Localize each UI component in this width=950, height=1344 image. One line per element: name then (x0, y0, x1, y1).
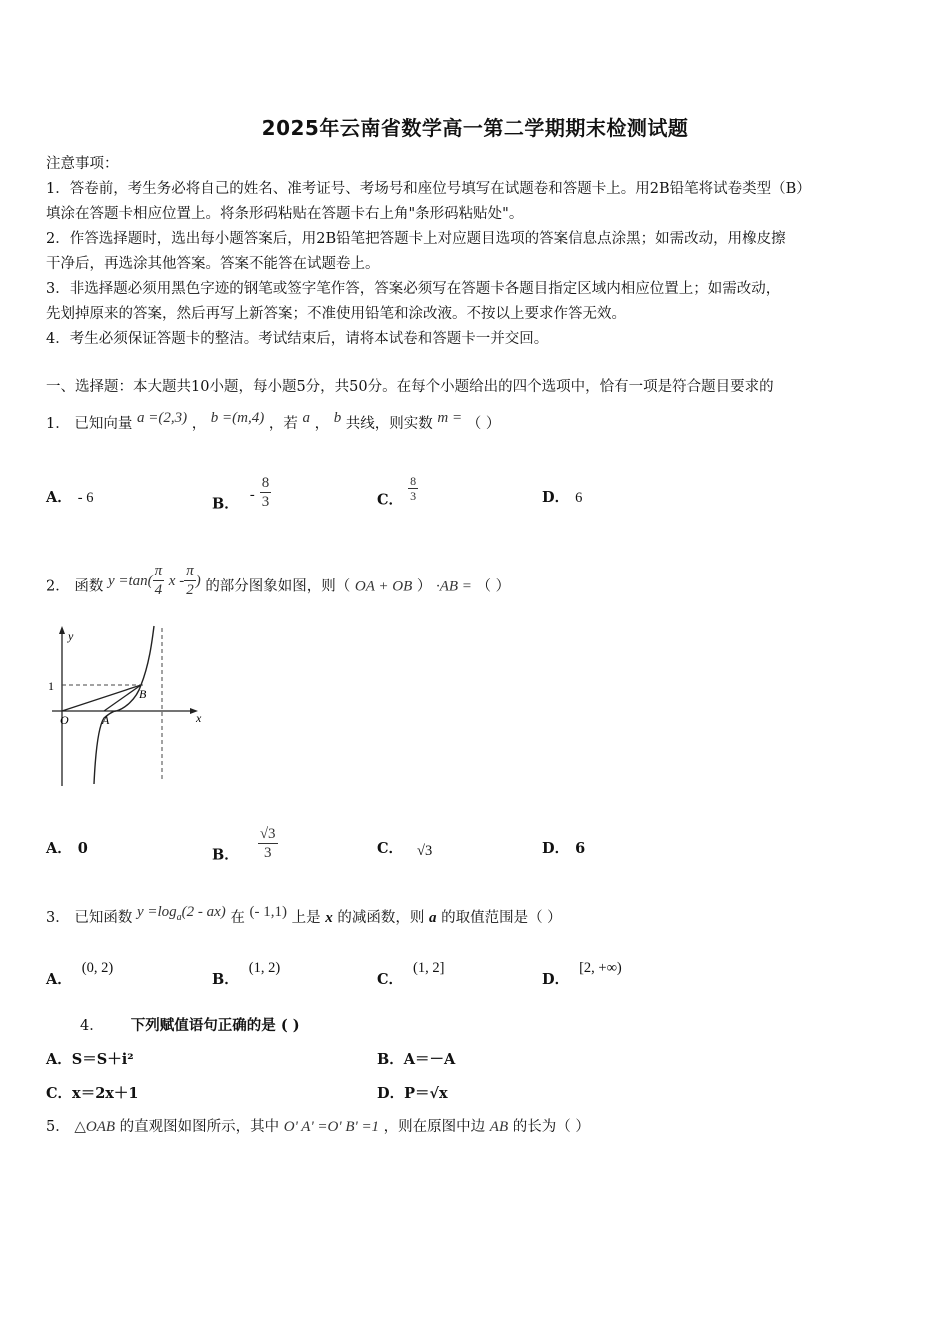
fraction-denominator: 2 (186, 582, 194, 598)
notice-line: 1．答卷前，考生务必将自己的姓名、准考证号、考场号和座位号填写在试题卷和答题卡上。用2B铅笔将试卷类型（B） (46, 181, 811, 197)
question-5 (46, 1115, 590, 1136)
label-o: O (60, 713, 69, 727)
question-text: 的长为（ ） (512, 1119, 590, 1135)
question-text: 的减函数，则 (337, 910, 425, 926)
q3-option-b[interactable] (212, 960, 281, 989)
option-label: C． (377, 491, 404, 509)
option-value: P＝√x (404, 1085, 448, 1102)
notice-line: 先划掉原来的答案，然后再写上新答案；不准使用铅笔和涂改液。不按以上要求作答无效。 (46, 306, 626, 322)
fraction-denominator: 4 (154, 582, 163, 598)
label-x: x (196, 711, 202, 725)
math-expr: x (325, 910, 333, 926)
math-expr: y =tan( (107, 572, 153, 589)
math-expr: a (428, 910, 437, 926)
fraction-numerator: √3 (259, 826, 276, 842)
notice-line: 2．作答选择题时，选出每小题答案后，用2B铅笔把答题卡上对应题目选项的答案信息点涂黑；如需改动，用橡皮擦 (46, 231, 786, 247)
question-text: （ ） (466, 416, 501, 432)
option-label: C． (377, 971, 404, 988)
math-expr: a (302, 410, 310, 426)
option-value: √3 (417, 843, 433, 859)
question-number: 2． (46, 578, 70, 595)
fraction-denominator: 3 (261, 494, 270, 510)
option-value: [2, +∞) (579, 960, 622, 976)
question-text: 在 (230, 910, 245, 926)
tan-curve (94, 626, 154, 784)
notice-line: 4．考生必须保证答题卡的整洁。考试结束后，请将本试卷和答题卡一并交回。 (46, 331, 549, 347)
math-log-base: a (176, 912, 182, 923)
math-expr: AB (489, 1119, 509, 1135)
math-expr: b (333, 410, 342, 426)
option-label: D． (542, 840, 570, 857)
option-value: x＝2x＋1 (72, 1085, 139, 1102)
section-heading: 一、选择题：本大题共10小题，每小题5分，共50分。在每个小题给出的四个选项中，恰有一项是符合题目要求的 (46, 379, 774, 395)
question-text: 已知向量 (74, 416, 133, 432)
option-label: B． (212, 971, 239, 988)
segment-ob (62, 685, 141, 711)
q2-option-d[interactable] (542, 837, 585, 858)
option-label: A． (46, 971, 72, 988)
q1-option-b[interactable] (212, 475, 271, 523)
option-label: B． (377, 1051, 404, 1068)
math-expr: a =(2,3) (136, 410, 188, 426)
question-number: 4． (80, 1018, 104, 1034)
question-4 (80, 1014, 300, 1035)
page-title: 2025年云南省数学高一第二学期期末检测试题 (261, 116, 689, 140)
q4-option-b[interactable] (377, 1048, 455, 1069)
fraction-denominator: 3 (410, 489, 417, 503)
option-fraction (408, 474, 418, 503)
tangent-graph (44, 620, 214, 790)
option-label: A． (46, 489, 72, 506)
option-value: 0 (77, 840, 88, 857)
math-expr: OA + OB (354, 578, 413, 595)
question-text: 的取值范围是（ ） (441, 910, 562, 926)
q1-option-c[interactable] (377, 474, 418, 515)
q4-option-a[interactable] (46, 1048, 134, 1069)
math-expr: m = (437, 410, 463, 426)
label-a: A (102, 713, 110, 727)
math-log: y =log (136, 904, 177, 920)
question-text: 已知函数 (74, 910, 133, 926)
option-label: B． (212, 495, 239, 513)
math-fraction (184, 562, 196, 599)
q3-option-a[interactable] (46, 960, 114, 989)
option-value: 6 (575, 840, 586, 857)
question-2 (46, 563, 511, 605)
question-text: （ ） (476, 578, 511, 595)
option-label: A． (46, 840, 72, 857)
segment-ab (104, 685, 141, 711)
option-label: A． (46, 1051, 72, 1068)
label-one: 1 (48, 679, 54, 693)
option-sign: - (249, 486, 255, 503)
option-label: D． (542, 971, 570, 988)
q4-option-d[interactable] (377, 1082, 448, 1103)
math-fraction (153, 562, 165, 599)
option-fraction (258, 825, 278, 862)
question-text: 的部分图象如图，则（ (205, 578, 351, 595)
question-text: ， (314, 416, 330, 432)
question-text: ，若 (268, 416, 298, 432)
notice-block (46, 152, 906, 352)
question-text: 下列赋值语句正确的是 ( ) (130, 1017, 300, 1034)
fraction-numerator: π (154, 563, 163, 579)
question-number: 1． (46, 416, 70, 432)
question-1 (46, 412, 500, 433)
notice-heading: 注意事项： (46, 156, 119, 172)
option-value: (1, 2) (248, 960, 281, 976)
question-text: ，则在原图中边 (383, 1119, 486, 1135)
y-axis-arrow (59, 626, 65, 634)
question-text: 函数 (74, 578, 104, 595)
notice-line: 干净后，再选涂其他答案。答案不能答在试题卷上。 (46, 256, 380, 272)
question-text: 的直观图如图所示，其中 (119, 1119, 280, 1135)
q3-option-d[interactable] (542, 960, 622, 989)
question-number: 5． (46, 1119, 70, 1135)
q2-option-c[interactable] (377, 837, 432, 858)
math-expr: (- 1,1) (249, 904, 288, 920)
math-expr: O' A' =O' B' =1 (283, 1119, 380, 1135)
option-label: D． (377, 1085, 405, 1102)
q4-option-c[interactable] (46, 1082, 139, 1103)
option-label: C． (377, 840, 404, 857)
option-value: (1, 2] (413, 960, 445, 976)
option-label: C． (46, 1085, 73, 1102)
math-expr: ) (195, 572, 201, 589)
math-log-arg: (2 - ax) (181, 904, 226, 920)
fraction-denominator: 3 (263, 845, 272, 861)
q1-option-d[interactable] (542, 486, 582, 507)
math-expr: b =(m,4) (210, 410, 265, 426)
question-text: 上是 (291, 910, 321, 926)
option-label: B． (212, 846, 239, 864)
option-value: A＝－A (403, 1051, 456, 1068)
question-text: ， (191, 416, 207, 432)
option-value: 6 (575, 490, 583, 506)
question-text: ） (416, 578, 432, 595)
option-value: (0, 2) (81, 960, 114, 976)
option-value: S＝S＋i² (71, 1051, 134, 1068)
fraction-numerator: 8 (410, 474, 417, 488)
notice-line: 3．非选择题必须用黑色字迹的钢笔或签字笔作答，答案必须写在答题卡各题目指定区域内相应位置上；如需改动， (46, 281, 781, 297)
q1-option-a[interactable] (46, 486, 93, 507)
fraction-numerator: 8 (261, 475, 270, 491)
fraction-numerator: π (186, 563, 194, 579)
question-text: 共线，则实数 (345, 416, 433, 432)
option-fraction (260, 474, 272, 511)
q2-option-b[interactable] (212, 826, 278, 874)
option-value: - 6 (77, 490, 94, 506)
label-b: B (139, 687, 147, 701)
notice-line: 填涂在答题卡相应位置上。将条形码粘贴在答题卡右上角"条形码粘贴处"。 (46, 206, 524, 222)
math-expr: ·AB = (435, 578, 472, 595)
question-3 (46, 906, 562, 929)
q3-option-c[interactable] (377, 960, 445, 989)
math-expr: △OAB (74, 1119, 116, 1135)
option-label: D． (542, 489, 570, 506)
q2-option-a[interactable] (46, 837, 88, 858)
math-expr: x - (168, 572, 185, 589)
math-expr (136, 904, 226, 923)
label-y: y (68, 629, 74, 643)
question-number: 3． (46, 910, 70, 926)
